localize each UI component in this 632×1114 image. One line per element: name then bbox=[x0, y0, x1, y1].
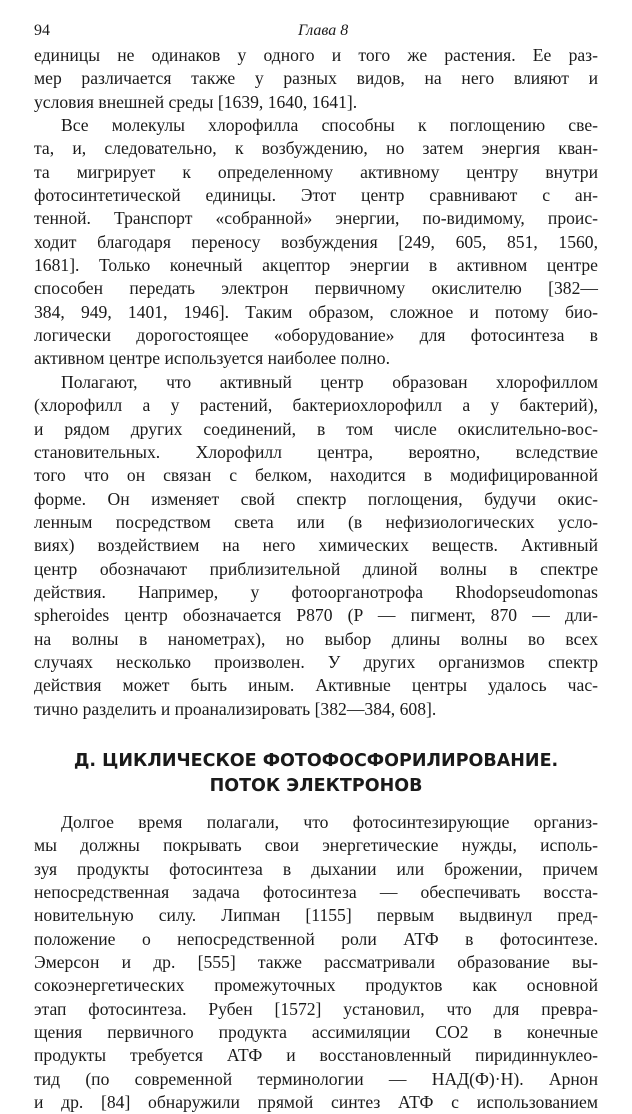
text-line: сокоэнергетических промежуточных продуктов как основной bbox=[34, 975, 598, 996]
paragraph-1 bbox=[34, 44, 598, 114]
text-line: становительных. Хлорофилл центра, вероятно, вследствие bbox=[34, 441, 598, 462]
text-line: 1681]. Только конечный акцептор энергии в активном центре bbox=[34, 255, 598, 276]
text-line: (хлорофилл a у растений, бактериохлорофилл a у бактерий), bbox=[34, 395, 598, 416]
text-line: продукты требуется АТФ и восстановленный пиридиннуклео- bbox=[34, 1045, 598, 1066]
page-number: 94 bbox=[34, 22, 50, 39]
text-line: активном центре используется наиболее полно. bbox=[34, 348, 390, 369]
text-line: тид (по современной терминологии — НАД(Ф)·Н). Арнон bbox=[34, 1068, 598, 1089]
text-line: положение о непосредственной роли АТФ в фотосинтезе. bbox=[34, 928, 598, 949]
text-line: случаях несколько произволен. У других организмов спектр bbox=[34, 651, 598, 672]
book-page bbox=[34, 22, 598, 1114]
text-line: и др. [84] обнаружили прямой синтез АТФ с использованием bbox=[34, 1092, 598, 1113]
text-line: ленным посредством света или (в нефизиологических усло- bbox=[34, 511, 598, 532]
text-line: зуя продукты фотосинтеза в дыхании или брожении, причем bbox=[34, 858, 598, 879]
text-line: действия может быть иным. Активные центры удалось час- bbox=[34, 675, 598, 696]
text-line: Эмерсон и др. [555] также рассматривали образование вы- bbox=[34, 952, 598, 973]
section-heading bbox=[34, 749, 598, 799]
text-line: Долгое время полагали, что фотосинтезирующие организ- bbox=[61, 811, 598, 832]
paragraph-2 bbox=[34, 114, 598, 371]
text-line: spheroides центр обозначается P870 (P — пигмент, 870 — дли- bbox=[34, 605, 598, 626]
section-heading-line: Д. ЦИКЛИЧЕСКОЕ ФОТОФОСФОРИЛИРОВАНИЕ. bbox=[73, 750, 559, 771]
text-line: и рядом других соединений, в том числе окислительно-вос- bbox=[34, 418, 598, 439]
text-line: тенной. Транспорт «собранной» энергии, по-видимому, проис- bbox=[34, 208, 598, 229]
running-title: Глава 8 bbox=[298, 22, 349, 39]
text-line: на волны в нанометрах), но выбор длины волны во всех bbox=[34, 628, 598, 649]
text-line: непосредственная задача фотосинтеза — обеспечивать восста- bbox=[34, 882, 598, 902]
text-line: этап фотосинтеза. Рубен [1572] установил, что для превра- bbox=[34, 998, 598, 1019]
text-line: 384, 949, 1401, 1946]. Таким образом, сложное и потому био- bbox=[34, 301, 598, 322]
paragraph-3 bbox=[34, 371, 598, 721]
text-line: условия внешней среды [1639, 1640, 1641]. bbox=[34, 91, 358, 112]
text-line: виях) воздействием на него химических веществ. Активный bbox=[34, 535, 598, 556]
text-line: Все молекулы хлорофилла способны к поглощению све- bbox=[61, 115, 598, 136]
text-line: новительную силу. Липман [1155] первым выдвинул пред- bbox=[34, 905, 598, 926]
text-line: та, и, следовательно, к возбуждению, но затем энергия кван- bbox=[34, 138, 598, 159]
text-line: форме. Он изменяет свой спектр поглощения, будучи окис- bbox=[34, 488, 598, 509]
text-line: мы должны покрывать свои энергетические нужды, исполь- bbox=[34, 835, 598, 856]
text-line: действия. Например, у фотоорганотрофа Rhodopseudomonas bbox=[34, 581, 598, 602]
section-heading-line: ПОТОК ЭЛЕКТРОНОВ bbox=[209, 775, 423, 796]
text-line: центр обозначают приблизительной длиной волны в спектре bbox=[34, 558, 598, 579]
paragraph-4 bbox=[34, 811, 598, 1114]
text-line: ходит благодаря переносу возбуждения [249, 605, 851, 1560, bbox=[34, 231, 598, 252]
text-line: Полагают, что активный центр образован хлорофиллом bbox=[61, 371, 598, 392]
text-line: щения первичного продукта ассимиляции CO2 в конечные bbox=[34, 1022, 598, 1043]
text-line: того что он связан с белком, находится в модифицированной bbox=[34, 465, 598, 486]
text-line: способен передать электрон первичному окислителю [382— bbox=[34, 278, 598, 299]
text-line: фотосинтетической единицы. Этот центр сравнивают с ан- bbox=[34, 185, 598, 206]
text-line: логически дорогостоящее «оборудование» для фотосинтеза в bbox=[34, 325, 598, 346]
text-line: тично разделить и проанализировать [382—384, 608]. bbox=[34, 698, 437, 719]
text-line: мер различается также у разных видов, на него влияют и bbox=[34, 68, 598, 89]
text-line: та мигрирует к определенному активному центру внутри bbox=[34, 161, 598, 182]
text-line: единицы не одинаков у одного и того же растения. Ее раз- bbox=[34, 45, 598, 65]
page-header bbox=[34, 22, 598, 44]
